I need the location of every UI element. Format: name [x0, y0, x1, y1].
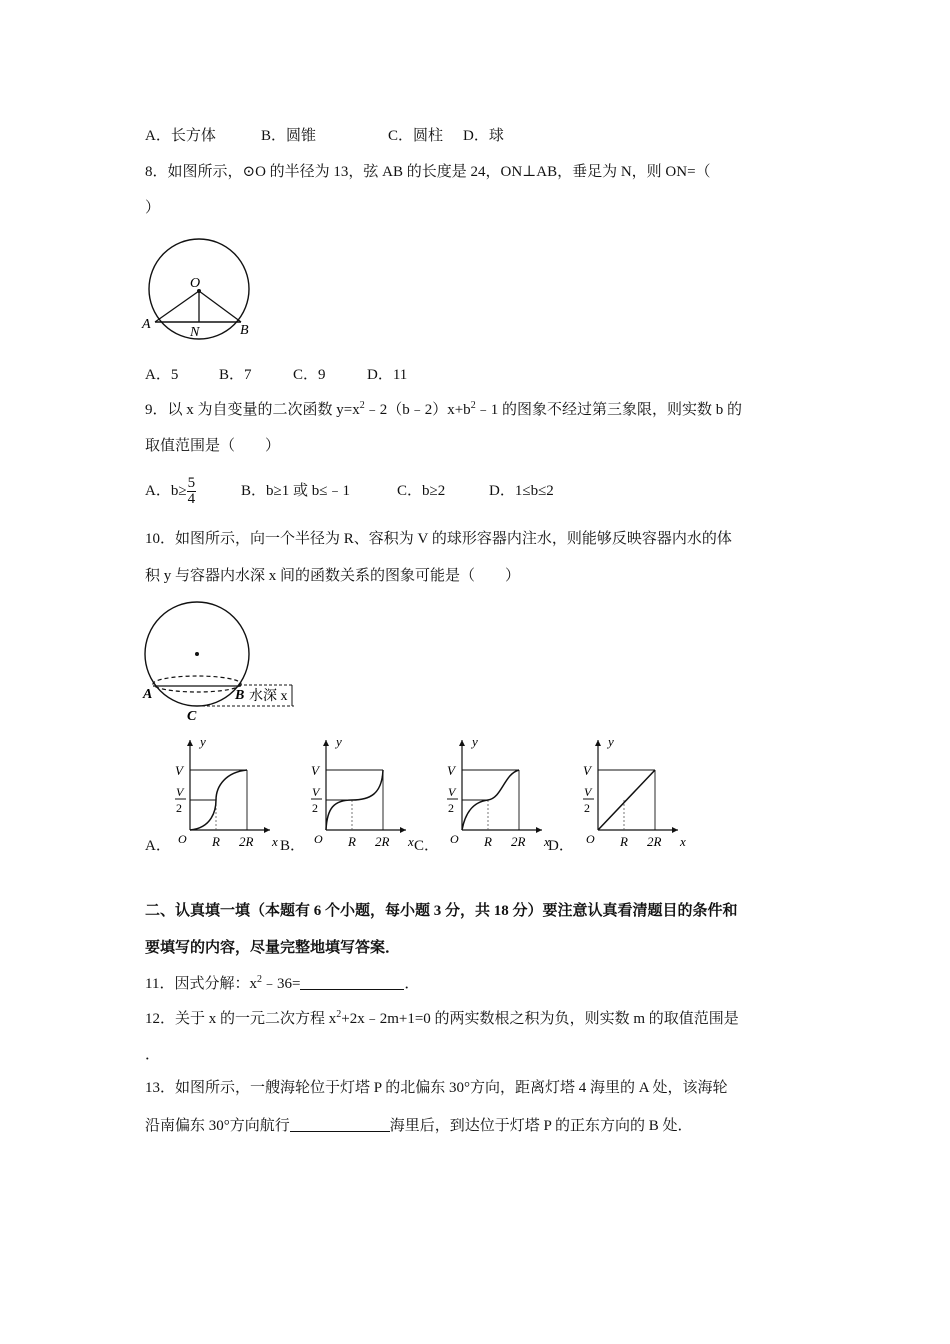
- q12-stem: [145, 1009, 739, 1029]
- q9-option-d: D．1≤b≤2: [489, 483, 554, 499]
- x-axis-label: x: [544, 834, 550, 849]
- half-v-denominator: 2: [448, 801, 454, 815]
- q10-option-a-letter: A．: [145, 838, 171, 854]
- x-axis-label: x: [272, 834, 278, 849]
- q8-label-n: N: [190, 325, 200, 340]
- q8-label-a: A: [142, 317, 151, 332]
- x-axis-label: x: [408, 834, 414, 849]
- q8-label-b: B: [240, 323, 249, 338]
- v-label: V: [583, 763, 591, 778]
- x-axis-arrow: [264, 827, 270, 833]
- q10-stem-line2: 积 y 与容器内水深 x 间的函数关系的图象可能是（ ）: [145, 568, 521, 584]
- two-r-label: 2R: [511, 834, 526, 849]
- q11-stem-b: ﹣36=: [261, 976, 301, 992]
- v-label: V: [175, 763, 183, 778]
- q13-line2: [145, 1116, 693, 1136]
- q8-option-a: A．5: [145, 367, 179, 383]
- y-axis-arrow: [595, 740, 601, 746]
- x-axis-arrow: [672, 827, 678, 833]
- q10-graph-a: [160, 730, 280, 855]
- q7-option-b: B．圆锥: [261, 128, 317, 144]
- q7-option-c: C．圆柱: [388, 128, 444, 144]
- y-axis-label: y: [608, 734, 614, 749]
- y-axis-label: y: [336, 734, 342, 749]
- q10-sphere-center: [195, 652, 199, 656]
- q11-answer-blank[interactable]: [300, 975, 404, 990]
- q9-option-a-prefix: A．b≥: [145, 483, 187, 499]
- half-v-denominator: 2: [312, 801, 318, 815]
- half-v-denominator: 2: [584, 801, 590, 815]
- q9-option-b: B．b≥1 或 b≤﹣1: [241, 483, 350, 499]
- half-v-numerator: V: [176, 785, 184, 799]
- half-v-numerator: V: [312, 785, 320, 799]
- q10-label-c: C: [187, 709, 197, 724]
- two-r-label: 2R: [375, 834, 390, 849]
- q8-stem-end: ）: [145, 200, 161, 216]
- q10-option-b-letter: B．: [280, 838, 306, 854]
- q8-options: [145, 365, 407, 385]
- half-v-denominator: 2: [176, 801, 182, 815]
- q10-sphere-figure: [140, 598, 310, 724]
- q9-stem-c: ﹣1 的图象不经过第三象限，则实数 b 的: [475, 402, 742, 418]
- q8-circle-figure: [140, 236, 260, 346]
- volume-curve: [598, 770, 655, 830]
- y-axis-arrow: [187, 740, 193, 746]
- q7-option-d: D．球: [463, 128, 504, 144]
- q9-fraction-denominator: 4: [187, 491, 196, 508]
- q7-options: [145, 126, 504, 146]
- half-v-numerator: V: [448, 785, 456, 799]
- half-v-numerator: V: [584, 785, 592, 799]
- q10-option-c-letter: C．: [414, 838, 440, 854]
- q10-stem-line1: 10．如图所示，向一个半径为 R、容积为 V 的球形容器内注水，则能够反映容器内水的体: [145, 531, 732, 547]
- q9-stem-b: ﹣2（b﹣2）x+b: [364, 402, 471, 418]
- q9-option-a: [145, 474, 241, 508]
- q9-stem: [145, 400, 742, 420]
- q9-options: [145, 474, 554, 508]
- q9-option-c: C．b≥2: [397, 483, 446, 499]
- origin-label: O: [314, 832, 323, 846]
- origin-label: O: [178, 832, 187, 846]
- q9-stem-a: 9．以 x 为自变量的二次函数 y=x: [145, 402, 360, 418]
- y-axis-arrow: [459, 740, 465, 746]
- q10-graph-b: [296, 730, 416, 855]
- q9-stem-line2: 取值范围是（ ）: [145, 438, 281, 454]
- q11-sup: 2: [256, 974, 262, 985]
- origin-label: O: [586, 832, 595, 846]
- origin-label: O: [450, 832, 459, 846]
- q7-option-a: A．长方体: [145, 128, 216, 144]
- q10-graph-c: [432, 730, 552, 855]
- r-label: R: [620, 834, 628, 849]
- q9-option-a-fraction: [187, 476, 197, 507]
- q9-fraction-numerator: 5: [187, 475, 196, 492]
- q13-line2-b: 海里后，到达位于灯塔 P 的正东方向的 B 处．: [389, 1118, 693, 1134]
- two-r-label: 2R: [647, 834, 662, 849]
- q13-line2-a: 沿南偏东 30°方向航行: [145, 1118, 290, 1134]
- q9-sup-2: 2: [470, 400, 476, 411]
- y-axis-label: y: [200, 734, 206, 749]
- x-axis-arrow: [400, 827, 406, 833]
- x-axis-label: x: [680, 834, 686, 849]
- q8-radius-ob: [199, 291, 241, 322]
- q10-label-depth: 水深 x: [249, 689, 288, 704]
- q12-sup: 2: [336, 1009, 342, 1020]
- q8-option-d: D．11: [367, 367, 408, 383]
- q11-stem-a: 11．因式分解：x: [145, 976, 257, 992]
- q8-radius-oa: [155, 291, 199, 322]
- r-label: R: [212, 834, 220, 849]
- q10-option-d-letter: D．: [548, 838, 574, 854]
- section2-heading-line1: 二、认真填一填（本题有 6 个小题，每小题 3 分，共 18 分）要注意认真看清题目的条件和: [145, 903, 738, 919]
- x-axis-arrow: [536, 827, 542, 833]
- q11-end: ．: [404, 976, 420, 992]
- q8-label-o: O: [190, 276, 201, 291]
- q8-option-b: B．7: [219, 367, 252, 383]
- r-label: R: [484, 834, 492, 849]
- section2-heading-line2: 要填写的内容，尽量完整地填写答案．: [145, 940, 401, 956]
- v-label: V: [447, 763, 455, 778]
- two-r-label: 2R: [239, 834, 254, 849]
- q12-line2: ．: [145, 1047, 161, 1063]
- y-axis-arrow: [323, 740, 329, 746]
- q10-water-surface: [153, 676, 241, 692]
- y-axis-label: y: [472, 734, 478, 749]
- q8-stem: 8．如图所示，⊙O 的半径为 13，弦 AB 的长度是 24，ON⊥AB，垂足为 N，则 ON=（: [145, 164, 711, 180]
- q12-stem-b: +2x﹣2m+1=0 的两实数根之积为负，则实数 m 的取值范围是: [341, 1011, 739, 1027]
- q8-option-c: C．9: [293, 367, 326, 383]
- q9-sup-1: 2: [359, 400, 365, 411]
- q13-answer-blank[interactable]: [290, 1117, 390, 1132]
- r-label: R: [348, 834, 356, 849]
- q13-line1: 13．如图所示，一艘海轮位于灯塔 P 的北偏东 30°方向，距离灯塔 4 海里的 A 处，该海轮: [145, 1080, 728, 1096]
- q10-label-b: B: [235, 688, 245, 703]
- q10-graph-d: [568, 730, 688, 855]
- q11-stem: [145, 974, 419, 994]
- q12-stem-a: 12．关于 x 的一元二次方程 x: [145, 1011, 337, 1027]
- q10-label-a: A: [143, 687, 153, 702]
- v-label: V: [311, 763, 319, 778]
